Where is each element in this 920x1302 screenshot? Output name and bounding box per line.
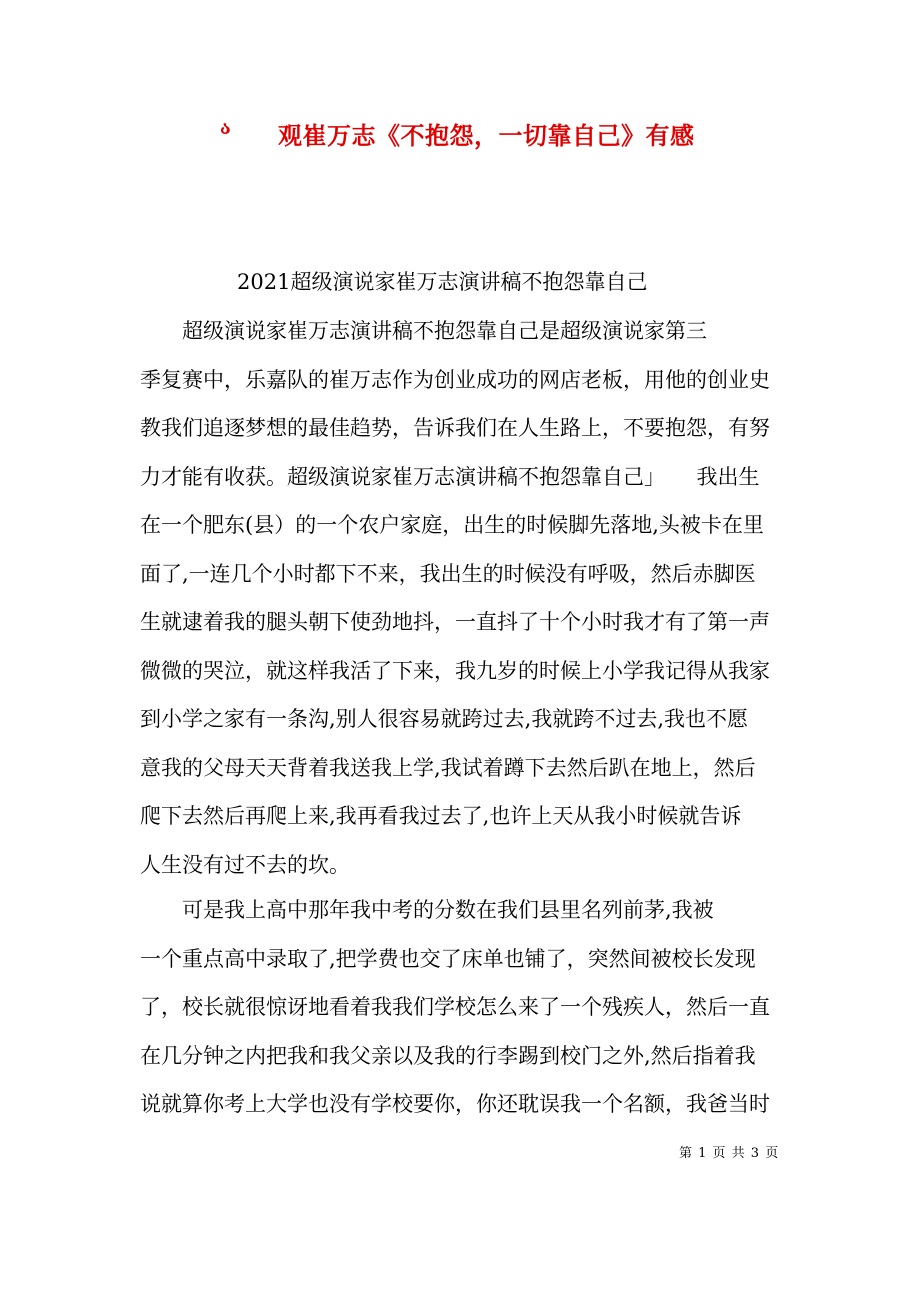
- paragraph-line: 教我们追逐梦想的最佳趋势，告诉我们在人生路上，不要抱怨，有努: [140, 416, 770, 440]
- paragraph-line: 力才能有收获。超级演说家崔万志演讲稿不抱怨靠自己」 我出生: [140, 464, 760, 489]
- paragraph-line: 一个重点高中录取了,把学费也交了床单也铺了，突然间被校长发现: [140, 946, 756, 971]
- paragraph-line: 了，校长就很惊讶地看着我我们学校怎么来了一个残疾人，然后一直: [140, 995, 770, 1019]
- page-footer: 第 1 页 共 3 页: [679, 1146, 780, 1161]
- paragraph-line: 人生没有过不去的坎。: [140, 852, 350, 877]
- paragraph-line: 意我的父母天天背着我送我上学,我试着蹲下去然后趴在地上，然后: [140, 755, 756, 780]
- paragraph-line: 生就逮着我的腿头朝下使劲地抖，一直抖了十个小时我才有了第一声: [140, 610, 770, 634]
- subtitle: 2021超级演说家崔万志演讲稿不抱怨靠自己: [237, 270, 648, 294]
- paragraph-line: 到小学之家有一条沟,别人很容易就跨过去,我就跨不过去,我也不愿: [140, 707, 749, 731]
- paragraph-line: 季复赛中，乐嘉队的崔万志作为创业成功的网店老板，用他的创业史: [140, 367, 770, 392]
- paragraph-line: 超级演说家崔万志演讲稿不抱怨靠自己是超级演说家第三: [140, 319, 707, 343]
- paragraph-line: 在一个肥东(县）的一个农户家庭，出生的时候脚先落地,头被卡在里: [140, 513, 764, 537]
- paragraph-line: 面了,一连几个小时都下不来，我出生的时候没有呼吸，然后赤脚医: [140, 561, 756, 586]
- title-text: 观崔万志《不抱怨，一切靠自己》有感: [278, 121, 695, 150]
- paragraph-line: 爬下去然后再爬上来,我再看我过去了,也许上天从我小时候就告诉: [140, 804, 742, 828]
- paragraph-line: 在几分钟之内把我和我父亲以及我的行李踢到校门之外,然后指着我: [140, 1043, 756, 1068]
- paragraph-2: [140, 886, 785, 1129]
- paragraph-line: 可是我上高中那年我中考的分数在我们县里名列前茅,我被: [140, 898, 714, 922]
- paragraph-line: 说就算你考上大学也没有学校要你，你还耽误我一个名额，我爸当时: [140, 1092, 770, 1116]
- document-title: [0, 116, 920, 156]
- paragraph-line: 微微的哭泣，就这样我活了下来，我九岁的时候上小学我记得从我家: [140, 658, 770, 683]
- paragraph-1: [140, 307, 785, 889]
- title-bullet-mark: ა: [220, 118, 231, 139]
